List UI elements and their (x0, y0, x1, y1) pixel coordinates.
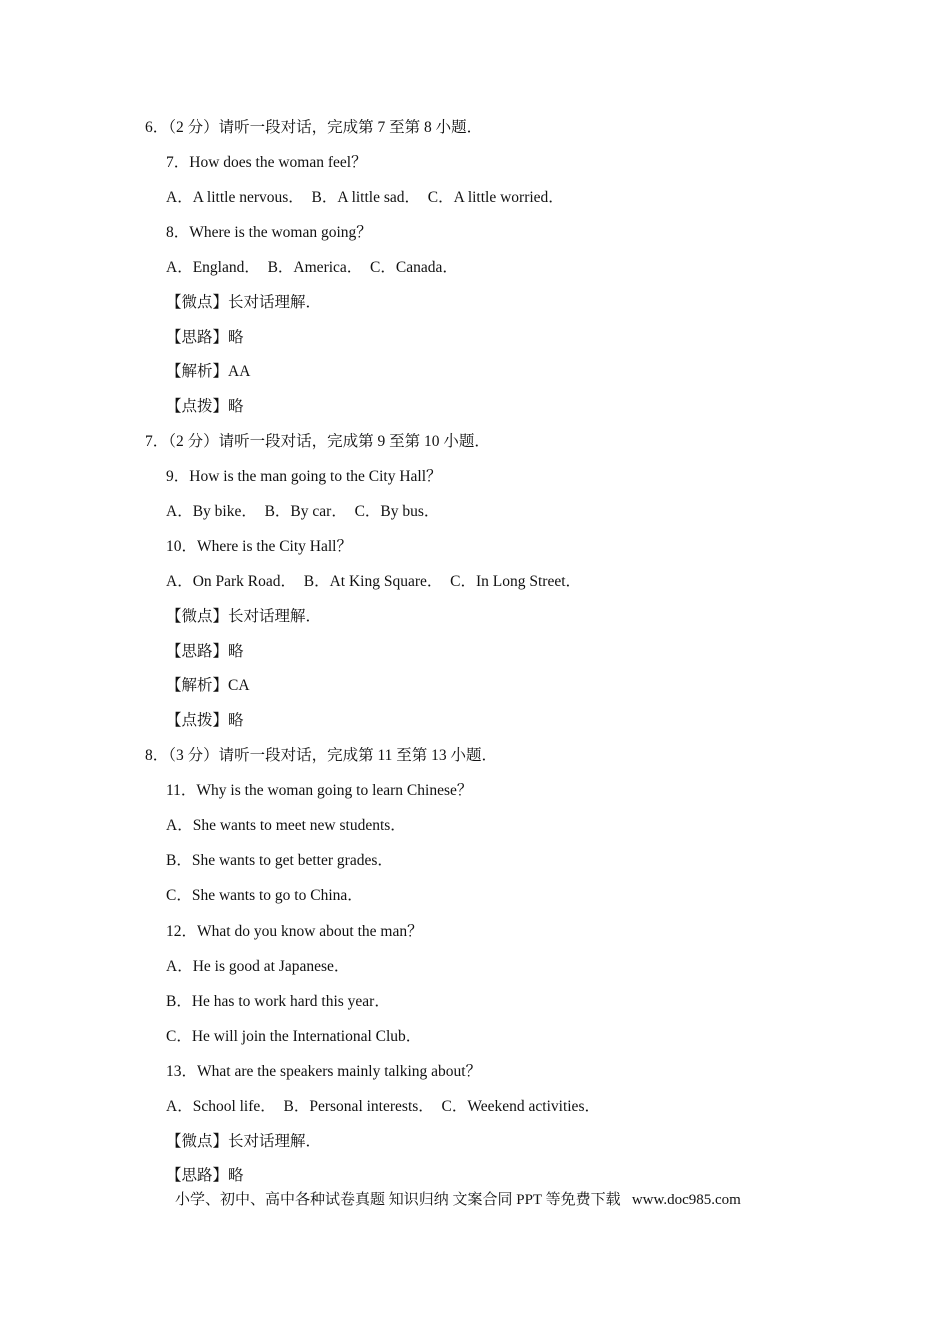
item-11-option-c: C．She wants to go to China． (166, 887, 363, 904)
item-7-options: A．A little nervous． B．A little sad． C．A little worried． (166, 189, 564, 206)
q6-weidian: 【微点】长对话理解． (166, 294, 322, 311)
item-10-options: A．On Park Road． B．At King Square． C．In Long Street． (166, 573, 582, 590)
q8-weidian: 【微点】长对话理解． (166, 1133, 322, 1150)
q6-silu: 【思路】略 (166, 329, 244, 346)
page-footer: 小学、初中、高中各种试卷真题 知识归纳 文案合同 PPT 等免费下载 www.doc985.com (175, 1192, 741, 1208)
item-9-question: 9．How is the man going to the City Hall？ (166, 468, 442, 485)
q7-silu: 【思路】略 (166, 643, 244, 660)
item-7-question: 7．How does the woman feel？ (166, 154, 367, 171)
item-8-question: 8．Where is the woman going？ (166, 224, 372, 241)
q8-silu: 【思路】略 (166, 1167, 244, 1184)
item-13-options: A．School life． B．Personal interests． C．Weekend activities． (166, 1098, 600, 1115)
item-12-option-b: B．He has to work hard this year． (166, 993, 390, 1010)
q7-weidian: 【微点】长对话理解． (166, 608, 322, 625)
question-7-heading: 7．（2 分）请听一段对话，完成第 9 至第 10 小题． (145, 433, 490, 450)
item-11-question: 11．Why is the woman going to learn Chinese？ (166, 782, 473, 799)
item-10-question: 10．Where is the City Hall？ (166, 538, 352, 555)
q7-jiexi: 【解析】CA (166, 677, 250, 694)
item-12-option-a: A．He is good at Japanese． (166, 958, 350, 975)
q6-dianbo: 【点拨】略 (166, 398, 244, 415)
item-9-options: A．By bike． B．By car． C．By bus． (166, 503, 440, 520)
item-12-question: 12．What do you know about the man？ (166, 923, 423, 940)
q6-jiexi: 【解析】AA (166, 363, 251, 380)
item-13-question: 13．What are the speakers mainly talking about？ (166, 1063, 482, 1080)
item-8-options: A．England． B．America． C．Canada． (166, 259, 458, 276)
item-11-option-b: B．She wants to get better grades． (166, 852, 393, 869)
question-8-heading: 8．（3 分）请听一段对话，完成第 11 至第 13 小题． (145, 747, 498, 764)
question-6-heading: 6．（2 分）请听一段对话，完成第 7 至第 8 小题． (145, 119, 483, 136)
q7-dianbo: 【点拨】略 (166, 712, 244, 729)
item-11-option-a: A．She wants to meet new students． (166, 817, 406, 834)
item-12-option-c: C．He will join the International Club． (166, 1028, 422, 1045)
